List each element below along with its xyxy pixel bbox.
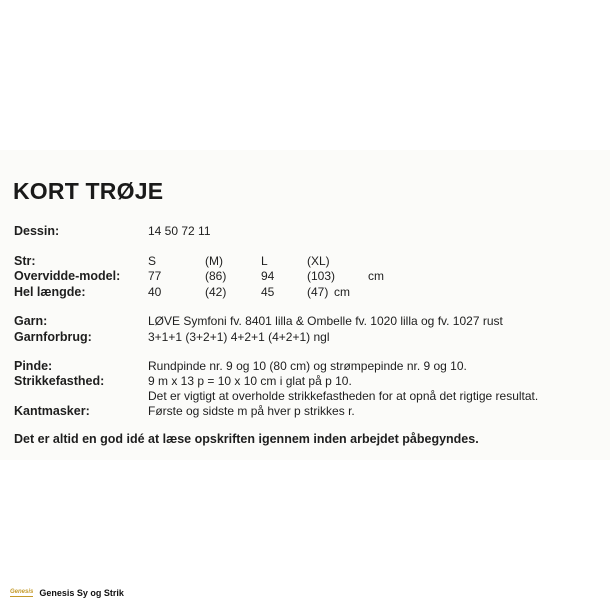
overvidde-row	[0, 269, 610, 285]
strikkefasthed-label: Strikkefasthed:	[14, 374, 105, 388]
dessin-row	[0, 224, 610, 240]
hel-laengde-unit: cm	[334, 285, 350, 299]
size-xl: (XL)	[307, 254, 330, 268]
pinde-label: Pinde:	[14, 359, 53, 373]
hel-laengde-xl: (47)	[307, 285, 329, 299]
garnforbrug-label: Garnforbrug:	[14, 330, 92, 344]
strikkefasthed-row	[0, 374, 610, 390]
overvidde-unit: cm	[368, 269, 384, 283]
size-label: Str:	[14, 254, 36, 268]
genesis-logo: Genesis	[10, 589, 34, 595]
strikkefasthed-note-row	[0, 389, 610, 405]
overvidde-s: 77	[148, 269, 162, 283]
hel-laengde-s: 40	[148, 285, 162, 299]
hel-laengde-l: 45	[261, 285, 275, 299]
overvidde-l: 94	[261, 269, 275, 283]
hel-laengde-row	[0, 285, 610, 301]
hel-laengde-label: Hel længde:	[14, 285, 86, 299]
footer-brand	[10, 586, 124, 600]
read-first-note: Det er altid en god idé at læse opskriften igennem inden arbejdet påbegyndes.	[14, 432, 479, 446]
size-m: (M)	[205, 254, 223, 268]
strikkefasthed-note: Det er vigtigt at overholde strikkefastheden for at opnå det rigtige resultat.	[148, 389, 539, 403]
kantmasker-value: Første og sidste m på hver p strikkes r.	[148, 404, 355, 418]
size-row	[0, 254, 610, 270]
page-title: KORT TRØJE	[13, 178, 164, 204]
overvidde-label: Overvidde-model:	[14, 269, 121, 283]
brand-name: Genesis Sy og Strik	[39, 588, 124, 598]
pinde-row	[0, 359, 610, 375]
garnforbrug-value: 3+1+1 (3+2+1) 4+2+1 (4+2+1) ngl	[148, 330, 330, 344]
garn-row	[0, 314, 610, 330]
size-s: S	[148, 254, 157, 268]
pinde-value: Rundpinde nr. 9 og 10 (80 cm) og strømpepinde nr. 9 og 10.	[148, 359, 467, 373]
garn-label: Garn:	[14, 314, 48, 328]
kantmasker-row	[0, 404, 610, 420]
dessin-value: 14 50 72 11	[148, 224, 211, 238]
overvidde-xl: (103)	[307, 269, 336, 283]
dessin-label: Dessin:	[14, 224, 60, 238]
hel-laengde-m: (42)	[205, 285, 227, 299]
garnforbrug-row	[0, 330, 610, 346]
size-l: L	[261, 254, 268, 268]
strikkefasthed-value: 9 m x 13 p = 10 x 10 cm i glat på p 10.	[148, 374, 352, 388]
kantmasker-label: Kantmasker:	[14, 404, 90, 418]
overvidde-m: (86)	[205, 269, 227, 283]
garn-value: LØVE Symfoni fv. 8401 lilla & Ombelle fv. 1020 lilla og fv. 1027 rust	[148, 314, 503, 328]
